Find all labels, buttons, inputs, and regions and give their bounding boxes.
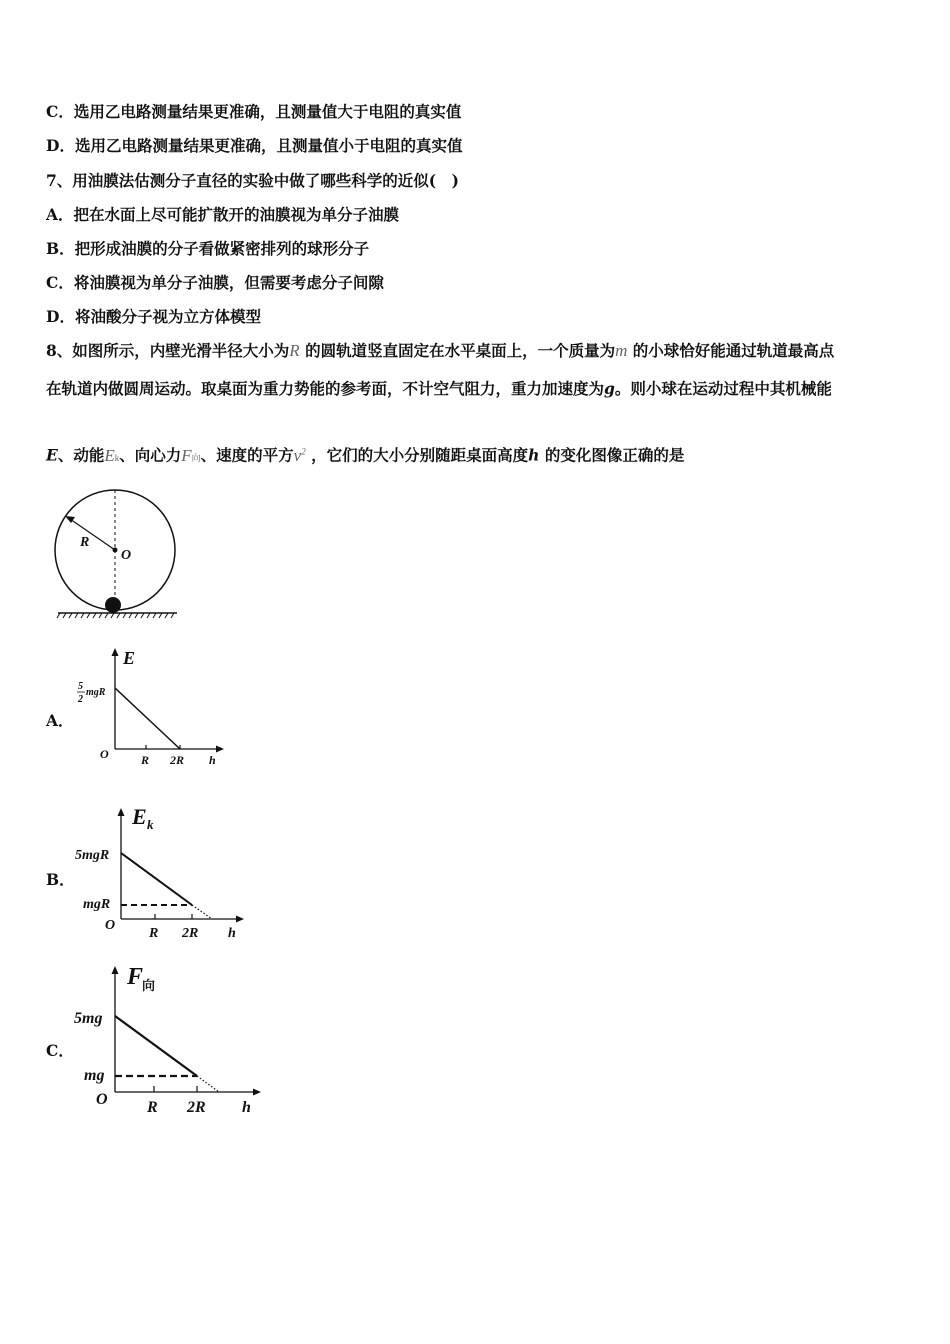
origin-label: O [105, 918, 116, 933]
y-axis-label: E [132, 804, 147, 829]
q7-option-b: B．把形成油膜的分子看做紧密排列的球形分子 [46, 239, 370, 258]
y-top-value-label: 5mg [74, 1010, 103, 1027]
graph-c [72, 958, 267, 1118]
energy-line [115, 688, 180, 749]
y-axis-label: E [123, 648, 136, 668]
y-axis-arrow [118, 808, 125, 816]
symbol-F-sub: 向 [191, 452, 201, 463]
x-tick-label-R: R [149, 926, 159, 941]
x-axis-arrow [216, 746, 224, 753]
q8-line-2 [46, 379, 832, 399]
q7-option-a: A．把在水面上尽可能扩散开的油膜视为单分子油膜 [46, 205, 400, 224]
option-c-label: C． [46, 1041, 74, 1060]
q6-option-d: D．选用乙电路测量结果更准确，且测量值小于电阻的真实值 [46, 136, 463, 155]
y-top-value-label: mgR [86, 687, 106, 698]
y-axis-label-sub: k [147, 817, 154, 832]
x-tick-label-2R: 2R [170, 753, 185, 767]
x-axis-label: h [209, 753, 216, 767]
extension-dotted [192, 905, 212, 919]
q8-line-1 [46, 341, 834, 361]
y-axis-arrow [112, 648, 119, 656]
symbol-m: m [615, 341, 628, 360]
q6-option-c: C．选用乙电路测量结果更准确，且测量值大于电阻的真实值 [46, 102, 462, 121]
q7-stem: 7、用油膜法估测分子直径的实验中做了哪些科学的近似( ) [46, 171, 459, 190]
y-axis-label: F [127, 964, 144, 990]
symbol-g: g [604, 379, 615, 398]
centripetal-force-line [115, 1016, 197, 1076]
y-axis-label-sub: 向 [142, 978, 156, 993]
symbol-h: h [528, 445, 540, 465]
kinetic-energy-line [121, 853, 192, 905]
q8-text: 、向心力 [119, 445, 182, 465]
q8-text: 在轨道内做圆周运动。取桌面为重力势能的参考面，不计空气阻力，重力加速度为 [46, 379, 605, 398]
q7-option-c: C．将油膜视为单分子油膜，但需要考虑分子间隙 [46, 273, 384, 292]
symbol-F-main: F [181, 445, 192, 465]
x-tick-label-R: R [141, 753, 150, 767]
x-tick-label-R: R [147, 1099, 158, 1116]
option-a-label: A． [46, 711, 74, 730]
symbol-Ek-main: E [104, 445, 115, 465]
x-axis-arrow [253, 1089, 261, 1096]
q8-text: 。则小球在运动过程中其机械能 [614, 379, 832, 398]
q8-text: 、速度的平方 [200, 445, 294, 465]
x-axis-label: h [228, 926, 236, 941]
option-b-label: B． [46, 870, 75, 889]
q8-text: 、动能 [57, 445, 105, 465]
symbol-F [181, 446, 200, 465]
symbol-E: E [46, 445, 58, 465]
y-top-frac-den: 2 [78, 694, 83, 705]
q8-line-3 [46, 441, 684, 468]
graph-b [72, 800, 252, 942]
center-dot [113, 548, 118, 553]
q8-text: 的小球恰好能通过轨道最高点 [632, 341, 835, 360]
graph-a [72, 645, 232, 770]
y-mid-value-label: mg [84, 1067, 105, 1084]
circular-track-figure [50, 484, 185, 620]
x-tick-label-2R: 2R [182, 926, 199, 941]
symbol-R: R [289, 341, 300, 360]
y-top-frac-num: 5 [78, 681, 83, 692]
q8-text: 8、如图所示，内壁光滑半径大小为 [46, 341, 290, 360]
y-axis-arrow [112, 966, 119, 974]
q8-text: 的圆轨道竖直固定在水平桌面上，一个质量为 [305, 341, 616, 360]
q8-text: 的变化图像正确的是 [544, 445, 685, 465]
extension-dotted [197, 1076, 219, 1092]
radius-line [70, 519, 115, 550]
symbol-v-main: v [293, 445, 302, 465]
ball [105, 597, 121, 613]
y-mid-value-label: mgR [83, 897, 111, 912]
symbol-Ek [104, 446, 119, 465]
x-tick-label-2R: 2R [187, 1099, 206, 1116]
x-axis-arrow [236, 916, 244, 923]
symbol-v2 [294, 446, 306, 465]
y-top-value-label: 5mgR [75, 848, 110, 863]
q8-text: ，它们的大小分别随距桌面高度 [311, 445, 529, 465]
origin-label: O [100, 747, 109, 761]
x-axis-label: h [242, 1099, 251, 1116]
origin-label: O [96, 1091, 108, 1108]
symbol-v-sup: 2 [301, 446, 306, 456]
symbol-Ek-sub: k [114, 452, 120, 463]
q7-option-d: D．将油酸分子视为立方体模型 [46, 307, 261, 326]
center-label: O [121, 548, 132, 563]
radius-label: R [80, 535, 90, 550]
